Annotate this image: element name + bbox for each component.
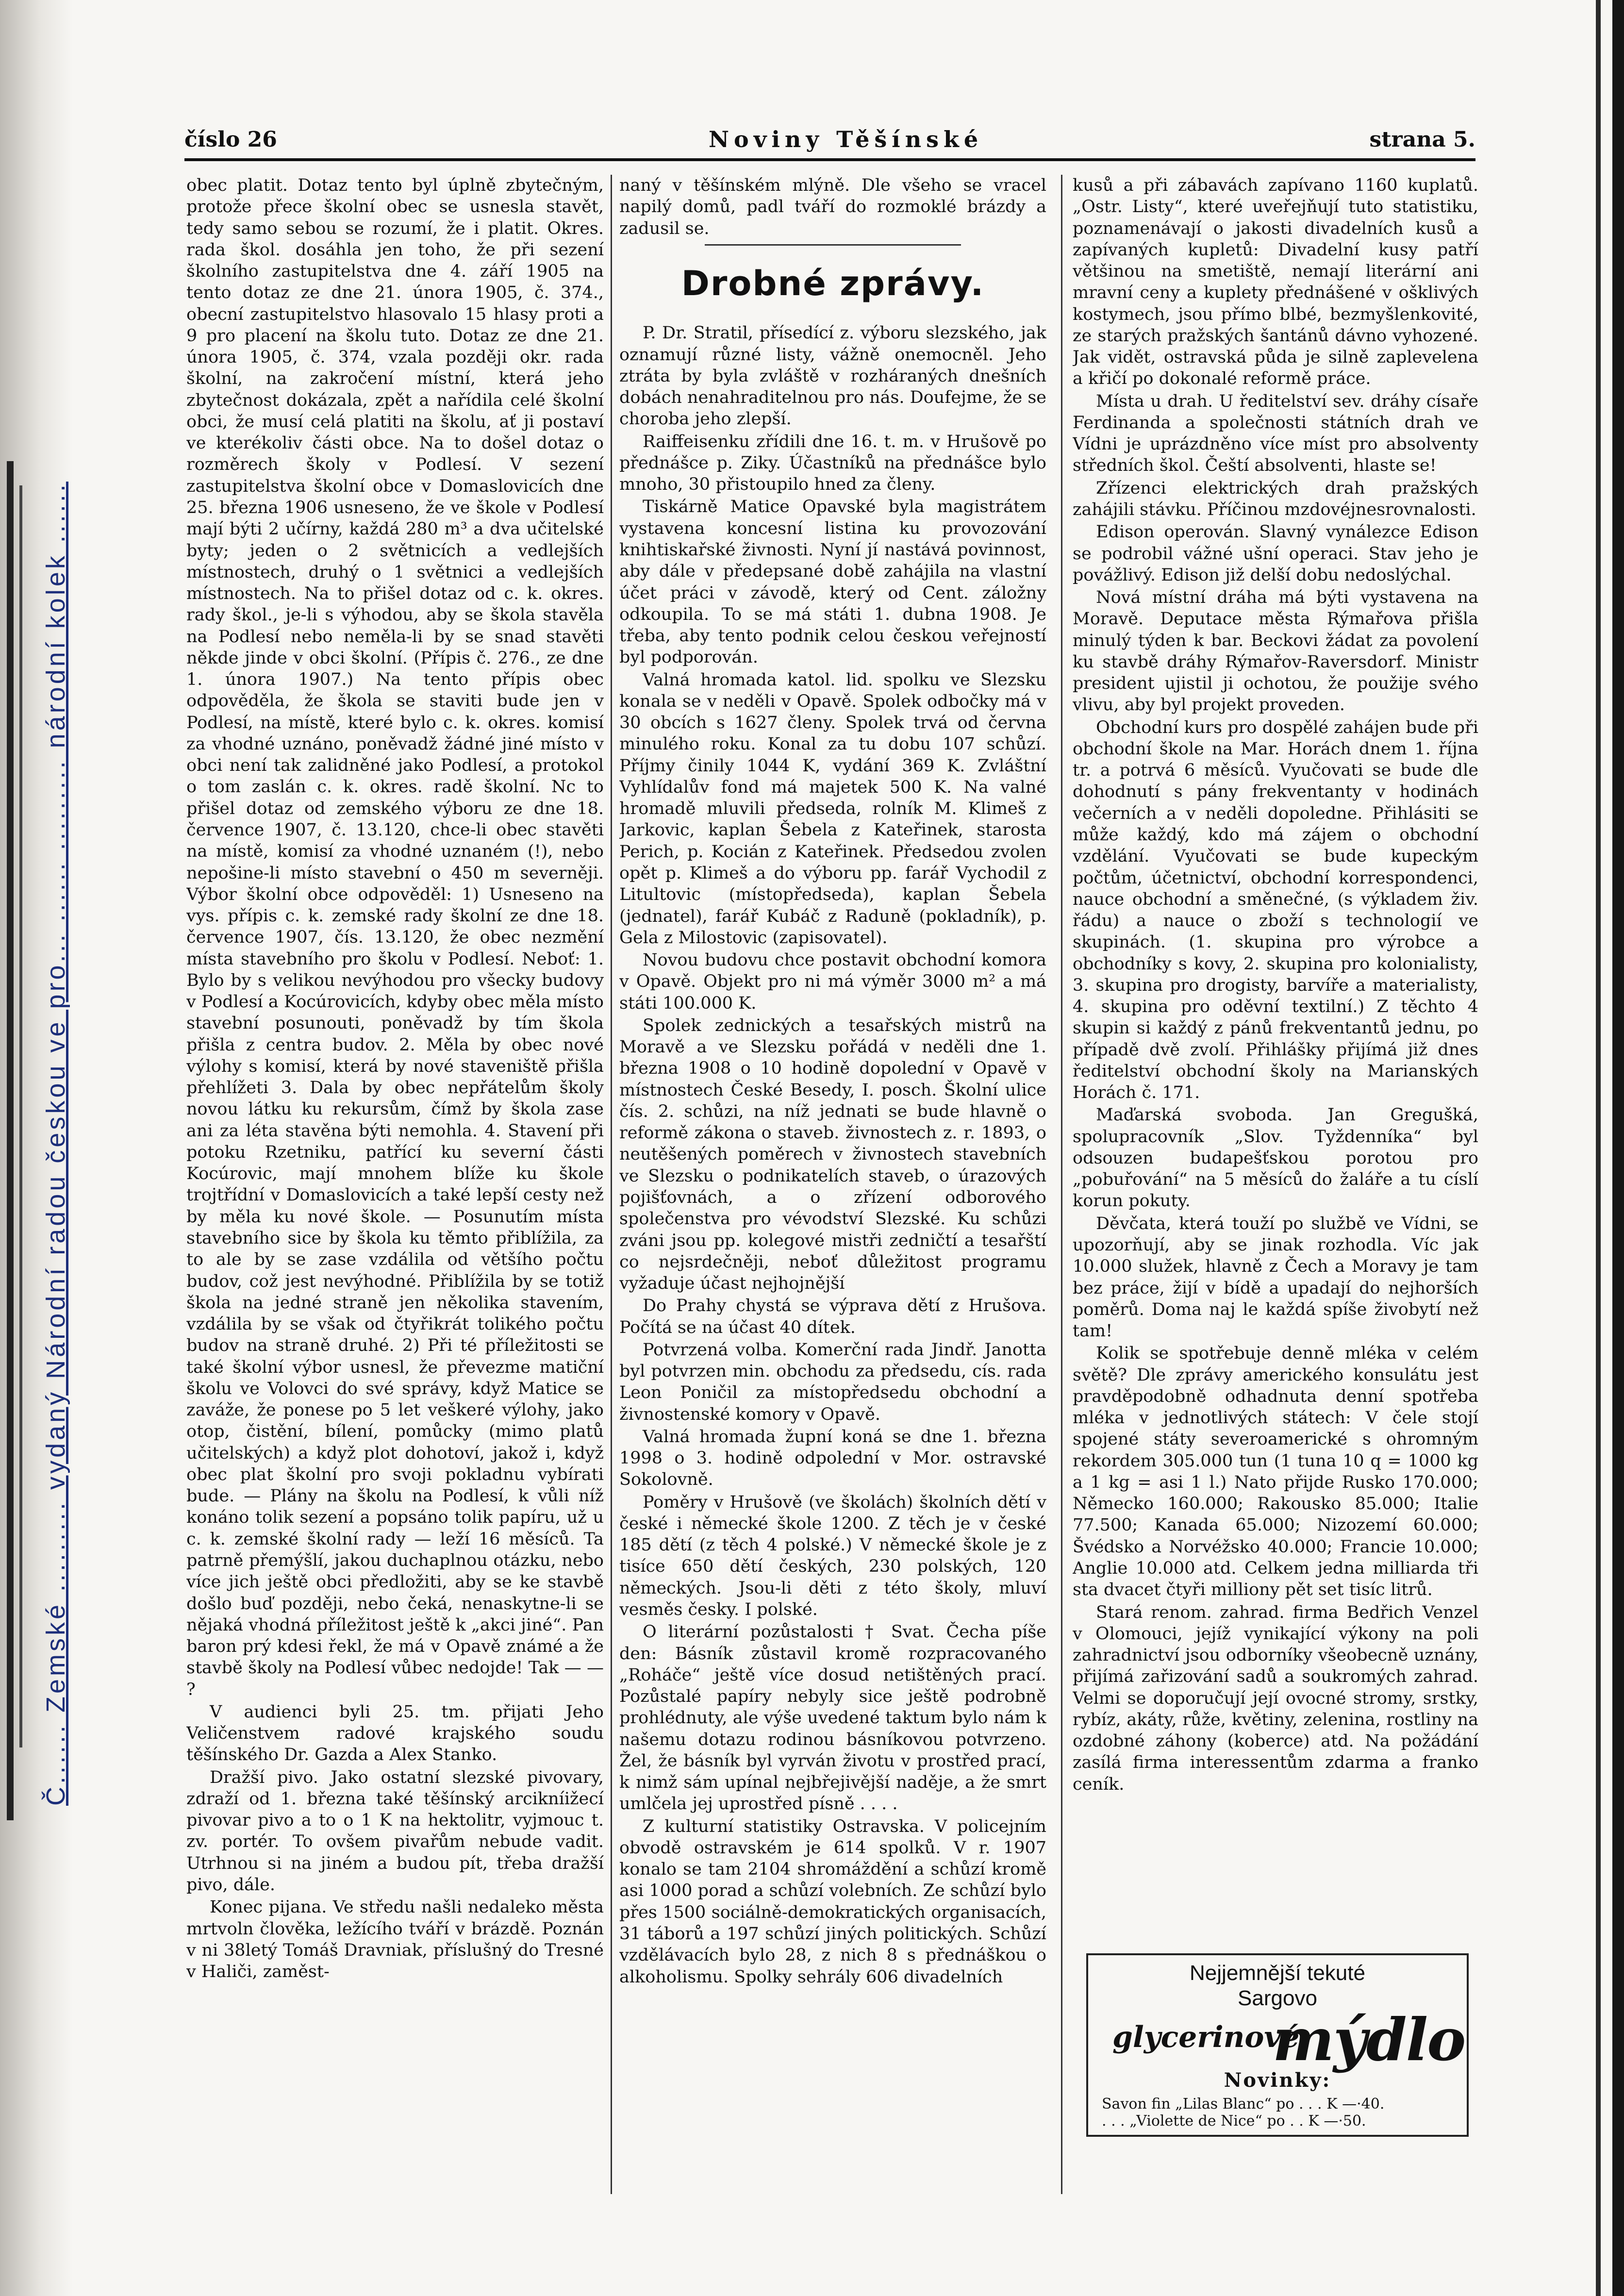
news-item: Z kulturní statistiky Ostravska. V policejním obvodě ostravském je 614 spolků. V r. 1907 konalo se tam 2104 shromáždění a schůzí kromě asi 1000 porad a schůzí volebních. Ze schůzí bylo přes 1500 sociálně-demokratických organisacích, 31 táborů a 197 schůzí jiných politických. Schůzí vzdělávacích bylo 28, z nich 8 s přednáškou o alkoholismu. Spolky sehrály 606 divadelních: [619, 1816, 1046, 1987]
article-paragraph: obec platit. Dotaz tento byl úplně zbytečným, protože přece školní obec se usnesla stavět, tedy samo sebou se rozumí, že i platit. Okres. rada škol. dosáhla jen toho, že při sezení školního zastupitelstva dne 4. září 1905 na tento dotaz ze dne 21. února 1905, č. 374., obecní zastupitelstvo hlasovalo 15 hlasy proti a 9 pro placení na školu tuto. Dotaz ze dne 21. února 1905, č. 374, vzala později okr. rada školní, na zakročení místní, která jeho zbytečnost dokázala, zpět a nařídila celé školní obci, že musí celá platiti na školu, ať ji postaví ve kterékoliv části obce. Na to došel dotaz o rozměrech školy v Podlesí. V sezení zastupitelstva školní obce v Domaslovicích dne 25. března 1906 usneseno, že ve škole v Podlesí mají býti 2 učírny, každá 280 m³ a dva učitelské byty; jeden o 2 světnicích a vedlejších místnostech, druhý o 1 světnici a vedlejších místnostech. Na to přišel dotaz od c. k. okres. rady škol., je-li s výhodou, aby se škola stavěla na Podlesí nebo neměla-li by se snad stavěti někde jinde v obci školní. (Přípis č. 276., ze dne 1. února 1907.) Na tento přípis obec odpověděla, že škola se staviti bude jen v Podlesí, na místě, které bylo c. k. okres. komisí za vhodné uznáno, poněvadž žádné jiné místo v obci není tak zalidněné jako Podlesí, a protokol o tom zaslán c. k. okres. radě školní. Nc to přišel dotaz od zemského výboru ze dne 18. července 1907, č. 13.120, chce-li obec stavěti na místě, komisí za vhodné uznaném (!), nebo nepošine-li místo stavební o 450 m severněji. Výbor školní obce odpověděl: 1) Usneseno na vys. přípis c. k. zemské rady školní ze dne 18. července 1907, čís. 13.120, že obec nezmění místa stavebního pro školu v Podlesí. Neboť: 1. Bylo by s velikou nevýhodou pro všecky budovy v Podlesí a Kocúrovicích, kdyby obec měla místo stavební posunouti, poněvadž by tím škola přišla z centra budov. 2. Měla by obec nové výlohy s komisí, která by nové staveniště přišla přehlížeti 3. Dala by obec nepřátelům školy novou látku ku rekursům, čímž by škola zase ani za léta stavěna býti nemohla. 4. Stavení při potoku Rzetniku, patřící ku severní části Kocúrovic, mají mnohem blíže ku škole trojtřídní v Domaslovicích a také lepší cesty než by měla ku nové škole. — Posunutím místa stavebního sice by škola ku těmto přiblížila, za to ale by se zase vzdálila od většího počtu budov, což jest nevýhodné. Přiblížila by se totiž škola na jedné straně jen několika stavením, vzdálila by se však od čtyřikrát tolikého počtu budov na straně druhé. 2) Při té příležitosti se také školní výbor usnesl, že převezme matiční školu ve Volovci do své správy, když Matice se zaváže, že ponese po 5 let veškeré výlohy, jako otop, čistění, bílení, pomůcky (mimo platů učitelských) a když plot dohotoví, jakož i, když obec plat školní pro svoji pokladnu vybírati bude. — Plány na školu na Podlesí, k vůli níž konáno tolik sezení a popsáno tolik papíru, už u c. k. zemské školní rady — leží 16 měsíců. Ta patrně přemýšlí, jakou duchaplnou otázku, nebo více jich ještě obci předložiti, aby se ke stavbě došlo buď později, nebo čeká, nenaskytne-li se nějaká vhodná příležitost ještě k „akci jiné“. Pan baron prý kdesi řekl, že má v Opavě známé a že stavbě školy na Podlesí vůbec nedojde! Tak — — ?: [186, 176, 604, 1699]
news-item: Kolik se spotřebuje denně mléka v celém světě? Dle zprávy amerického konsulátu jest pravděpodobně odhadnuta denní spotřeba mléka v jednotlivých státech: V čele stojí spojené státy severoamerické s ohromným rekordem 305.000 tun (1 tuna 10 q = 1000 kg a 1 kg = asi 1 l.) Nato přijde Rusko 170.000; Německo 160.000; Rakousko 85.000; Italie 77.500; Kanada 65.000; Nizozemí 60.000; Švédsko a Norvéžsko 40.000; Francie 10.000; Anglie 10.000 atd. Celkem jedna milliarda tři sta dvacet čtyři milliony pět set tisíc litrů.: [1073, 1344, 1478, 1600]
column-3: [1073, 175, 1478, 1942]
soap-advertisement: [1086, 1953, 1469, 2137]
column-2: [619, 175, 1046, 2194]
right-edge-border: [1612, 0, 1624, 2296]
news-item: Raiffeisenku zřídili dne 16. t. m. v Hrušově po přednášce p. Ziky. Účastníků na přednášce bylo mnoho, 30 přistoupilo hned za členy.: [619, 432, 1046, 495]
section-title: Drobné zprávy.: [681, 263, 985, 303]
news-item: Stará renom. zahrad. firma Bedřich Venzel v Olomouci, jejíž vynikající výkony na poli zahradnictví jsou odborníky všeobecně uznány, přijímá zařizování sadů a soukromých zahrad. Velmi se doporučují její ovocné stromy, srstky, rybíz, akáty, růže, květiny, zelenina, rostliny na ozdobné záhony (koberce) atd. Na požádání zasílá firma interessentům zdarma a franko ceník.: [1073, 1602, 1478, 1794]
news-item: Novou budovu chce postavit obchodní komora v Opavě. Objekt pro ni má výměr 3000 m² a má státi 100.000 K.: [619, 950, 1046, 1013]
newspaper-title: Noviny Těšínské: [709, 126, 983, 152]
ad-line-2: Sargovo: [1238, 1986, 1317, 2010]
news-item: Valná hromada katol. lid. spolku ve Slezsku konala se v neděli v Opavě. Spolek odbočky má v 30 obcích s 1627 členy. Spolek trvá od června minulého roku. Konal za tu dobu 107 schůzí. Příjmy činily 1044 K, vydání 369 K. Zvláštní Vyhlídalův fond má majetek 500 K. Na valné hromadě mluvili předseda, rolník M. Klimeš z Jarkovic, kaplan Šebela z Kateřinek, starosta Perich, p. Kocián z Kateřinek. Předsedou zvolen opět p. Klimeš a do výboru pp. farář Vychodil z Litultovic (místopředseda), kaplan Šebela (jednatel), farář Kubáč z Raduně (pokladník), p. Gela z Milostovic (zapisovatel).: [619, 670, 1046, 948]
right-edge-rule: [1596, 0, 1601, 2296]
ad-headline: [1088, 2006, 1467, 2074]
page-header: [184, 122, 1475, 156]
news-item: P. Dr. Stratil, přísedící z. výboru slezského, jak oznamují různé listy, vážně onemocněl. Jeho ztráta by byla zvláště v rozháraných dnešních dobách nenahraditelnou pro nás. Doufejme, že se choroba jeho zlepší.: [619, 323, 1046, 429]
news-item: kusů a při zábavách zapívano 1160 kuplatů. „Ostr. Listy“, které uveřejňují tuto statistiku, poznamenávají o jakosti divadelních kusů a zapívaných kupletů: Divadelní kusy patří většinou na smetiště, nemají literární ani mravní ceny a kuplety přednášené v ošklivých kostymech, jsou přímo blbé, bezmyšlenkovité, ze starých pražských šantánů dávno vyhozené. Jak vidět, ostravská půda je silně zaplevelena a křičí po dokonalé reformě práce.: [1073, 176, 1478, 389]
header-rule: [184, 158, 1475, 161]
ad-word-soap: mýdlo: [1273, 2006, 1465, 2074]
news-item: Obchodní kurs pro dospělé zahájen bude při obchodní škole na Mar. Horách dnem 1. října tr. a potrvá 6 měsíců. Vyučovati se bude dle dohodnutí s pány frekventanty v hodinách večerních a v neděli dopoledne. Přihlásiti se může každý, kdo má zájem o obchodní vzdělání. Vyučovati se bude kupeckým počtům, účetnictví, obchodní korrespondenci, nauce obchodní a směnečné, (s výkladem živ. řádu) a nauce o zboží s technologií ve skupinách. (1. skupina pro výrobce a obchodníky s kovy, 2. skupina pro kolonialisty, 3. skupina pro drogisty, barvíře a materialisty, 4. skupina pro oděvní textilní.) Z těchto 4 skupin si každý z pánů frekventantů jednu, po případě dvě zvolí. Přihlášky přijímá již dnes ředitelství obchodní školy na Marianských Horách č. 171.: [1073, 717, 1478, 1103]
column-1: [186, 175, 604, 2194]
column-separator: [1061, 175, 1062, 2194]
news-item: Místa u drah. U ředitelství sev. dráhy císaře Ferdinanda a společnosti státních drah ve Vídni je uprázdněno více míst pro absolventy středních škol. Čeští absolventi, hlaste se!: [1073, 391, 1478, 476]
margin-stamp: [29, 466, 83, 1806]
ad-item: Savon fin „Lilas Blanc“ po . . . K —·40.: [1102, 2096, 1385, 2113]
news-item: Zřízenci elektrických drah pražských zahájili stávku. Příčinou mzdovéjnesrovnalosti.: [1073, 478, 1478, 519]
binding-rule-thin: [19, 485, 22, 1747]
news-item: Valná hromada župní koná se dne 1. března 1998 o 3. hodině odpolední v Mor. ostravské Sokolovně.: [619, 1427, 1046, 1490]
news-item: Děvčata, která touží po službě ve Vídni, se upozorňují, aby se jinak rozhodla. Víc jak 10.000 služek, hlavně z Čech a Moravy je tam bez práce, žijí v bídě a upadají do nejhorších poměrů. Doma naj le každá spíše živobytí než tam!: [1073, 1214, 1478, 1341]
ad-novelty: Novinky:: [1224, 2069, 1331, 2092]
article-paragraph: naný v těšínském mlýně. Dle všeho se vracel napilý domů, padl tváří do rozmoklé brázdy a zadusil se.: [619, 176, 1046, 238]
ad-item: . . . „Violette de Nice“ po . . K —·50.: [1102, 2113, 1366, 2130]
page-number: strana 5.: [1369, 127, 1475, 152]
news-item: Nová místní dráha má býti vystavena na Moravě. Deputace města Rýmařova přišla minulý týden k bar. Beckovi žádat za povolení ku stavbě dráhy Rýmařov-Raversdorf. Ministr president ujistil ji ochotou, že použije svého vlivu, aby byl projekt proveden.: [1073, 588, 1478, 715]
news-item: Spolek zednických a tesařských mistrů na Moravě a ve Slezsku pořádá v neděli dne 1. března 1908 o 10 hodině dopolední v Opavě v místnostech České Besedy, I. posch. Školní ulice čís. 2. schůzi, na níž jednati se bude hlavně o reformě zákona o staveb. živnostech z. r. 1893, o neutěšených poměrech v živnostech stavebních ve Slezsku o podnikatelích staveb, o úrazových pojišťovnách, a o zřízení odborového společenstva pro vévodství Slezské. Ku schůzi zváni jsou pp. kolegové mistři zedničtí a tesařští co nejsrdečněji, neboť důležitost programu vyžaduje účast nejhojnější: [619, 1015, 1046, 1294]
article-paragraph: Konec pijana. Ve středu našli nedaleko města mrtvoln člověka, ležícího tváří v brázdě. Poznán v ni 38letý Tomáš Dravniak, příslušný do Tresné v Haliči, zaměst-: [186, 1897, 604, 1982]
news-item: Maďarská svoboda. Jan Gregušká, spolupracovník „Slov. Tyždenníka“ byl odsouzen budapešťskou porotou pro „pobuřování“ na 5 měsíců do žaláře a tu císlí korun pokuty.: [1073, 1105, 1478, 1211]
binding-rule: [7, 461, 14, 1820]
margin-stamp-text: Č...... Zemské ......... vydaný Národní radou českou ve pro... ...... ......... národní kolek ......: [41, 482, 70, 1806]
ad-word-glycerine: glycerinové: [1112, 2020, 1300, 2054]
news-item: Poměry v Hrušově (ve školách) školních dětí v české i německé škole 1200. Z těch je v české 185 dětí (z těch 4 polské.) V německé škole je z tisíce 650 dětí českých, 230 polských, 120 německých. Jsou-li děti z této školy, mluví vesměs česky. I polské.: [619, 1492, 1046, 1620]
issue-number: číslo 26: [184, 127, 277, 152]
news-item: O literární pozůstalosti † Svat. Čecha píše den: Básník zůstavil kromě rozpracovaného „Roháče“ ještě více dosud netištěných prací. Pozůstalé papíry nebyly sice ještě podrobně prohlédnuty, ale výše uvedené taktum bylo nám k našemu dotazu rodinou básníkovou potvrzeno. Žel, že básník byl vyrván životu v prostřed prací, k nimž sám upínal nejbřejivější naděje, a že smrt umlčela jej uprostřed písně . . . .: [619, 1622, 1046, 1814]
news-item: Potvrzená volba. Komerční rada Jindř. Janotta byl potvrzen min. obchodu za předsedu, cís. rada Leon Poničil za místopředsedu obchodní a živnostenské komory v Opavě.: [619, 1340, 1046, 1424]
article-paragraph: V audienci byli 25. tm. přijati Jeho Veličenstvem radové krajského soudu těšínského Dr. Gazda a Alex Stanko.: [186, 1702, 604, 1765]
ad-line-1: Nejjemnější tekuté: [1190, 1961, 1365, 1985]
news-item: Edison operován. Slavný vynálezce Edison se podrobil vážné ušní operaci. Stav jeho je povážlivý. Edison již delší dobu nedoslýchal.: [1073, 522, 1478, 585]
column-separator: [611, 175, 612, 2194]
section-rule: [705, 244, 961, 246]
news-item: Tiskárně Matice Opavské byla magistrátem vystavena koncesní listina ku provozování knihtiskařské živnosti. Nyní jí nastává povinnost, aby dále v předepsané době zahájila na vlastní účet práci v závodě, který od Cent. záložny odkoupila. To se má státi 1. dubna 1908. Je třeba, aby tento podnik celou českou veřejností byl podporován.: [619, 497, 1046, 667]
article-paragraph: Dražší pivo. Jako ostatní slezské pivovary, zdraží od 1. března také těšínský arcikníižecí pivovar pivo a to o 1 K na hektolitr, vyjmouc t. zv. portér. To ovšem pivařům nebude vadit. Utrhnou si na jiném a budou pít, třeba dražší pivo, dále.: [186, 1767, 604, 1895]
news-item: Do Prahy chystá se výprava dětí z Hrušova. Počítá se na účast 40 dítek.: [619, 1296, 1046, 1337]
